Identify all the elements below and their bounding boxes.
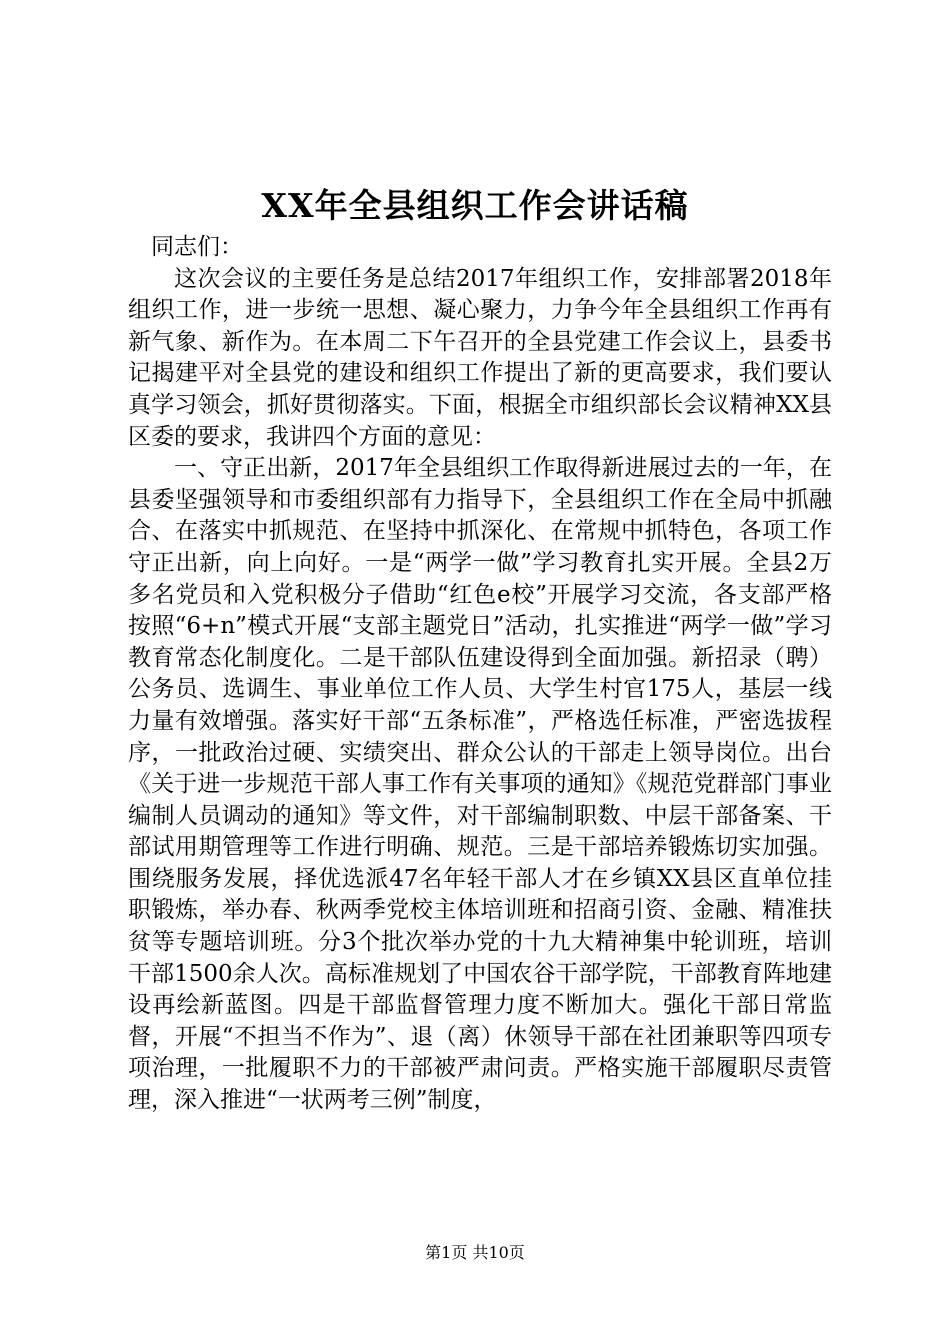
document-body xyxy=(128,232,832,1117)
document-title: XX年全县组织工作会讲话稿 xyxy=(261,186,689,225)
page-footer: 第1页 共10页 xyxy=(425,1243,525,1262)
greeting-line: 同志们： xyxy=(151,234,243,260)
paragraph-intro: 这次会议的主要任务是总结2017年组织工作，安排部署2018年组织工作，进一步统一思想、凝心聚力，力争今年全县组织工作再有新气象、新作为。在本周二下午召开的全县党建工作会议上，县委书记揭建平对全县党的建设和组织工作提出了新的更高要求，我们要认真学习领会，抓好贯彻落实。下面，根据全市组织部长会议精神XX县区委的要求，我讲四个方面的意见： xyxy=(128,265,832,450)
paragraph-section-one: 一、守正出新，2017年全县组织工作取得新进展过去的一年，在县委坚强领导和市委组织部有力指导下，全县组织工作在全局中抓融合、在落实中抓规范、在坚持中抓深化、在常规中抓特色，各项工作守正出新，向上向好。一是“两学一做”学习教育扎实开展。全县2万多名党员和入党积极分子借助“红色e校”开展学习交流，各支部严格按照“6+n”模式开展“支部主题党日”活动，扎实推进“两学一做”学习教育常态化制度化。二是干部队伍建设得到全面加强。新招录（聘）公务员、选调生、事业单位工作人员、大学生村官175人，基层一线力量有效增强。落实好干部“五条标准”，严格选任标准，严密选拔程序，一批政治过硬、实绩突出、群众公认的干部走上领导岗位。出台《关于进一步规范干部人事工作有关事项的通知》《规范党群部门事业编制人员调动的通知》等文件，对干部编制职数、中层干部备案、干部试用期管理等工作进行明确、规范。三是干部培养锻炼切实加强。围绕服务发展，择优选派47名年轻干部人才在乡镇XX县区直单位挂职锻炼，举办春、秋两季党校主体培训班和招商引资、金融、精准扶贫等专题培训班。分3个批次举办党的十九大精神集中轮训班，培训干部1500余人次。高标准规划了中国农谷干部学院，干部教育阵地建设再绘新蓝图。四是干部监督管理力度不断加大。强化干部日常监督，开展“不担当不作为”、退（离）休领导干部在社团兼职等四项专项治理，一批履职不力的干部被严肃问责。严格实施干部履职尽责管理，深入推进“一状两考三例”制度， xyxy=(128,455,832,1114)
